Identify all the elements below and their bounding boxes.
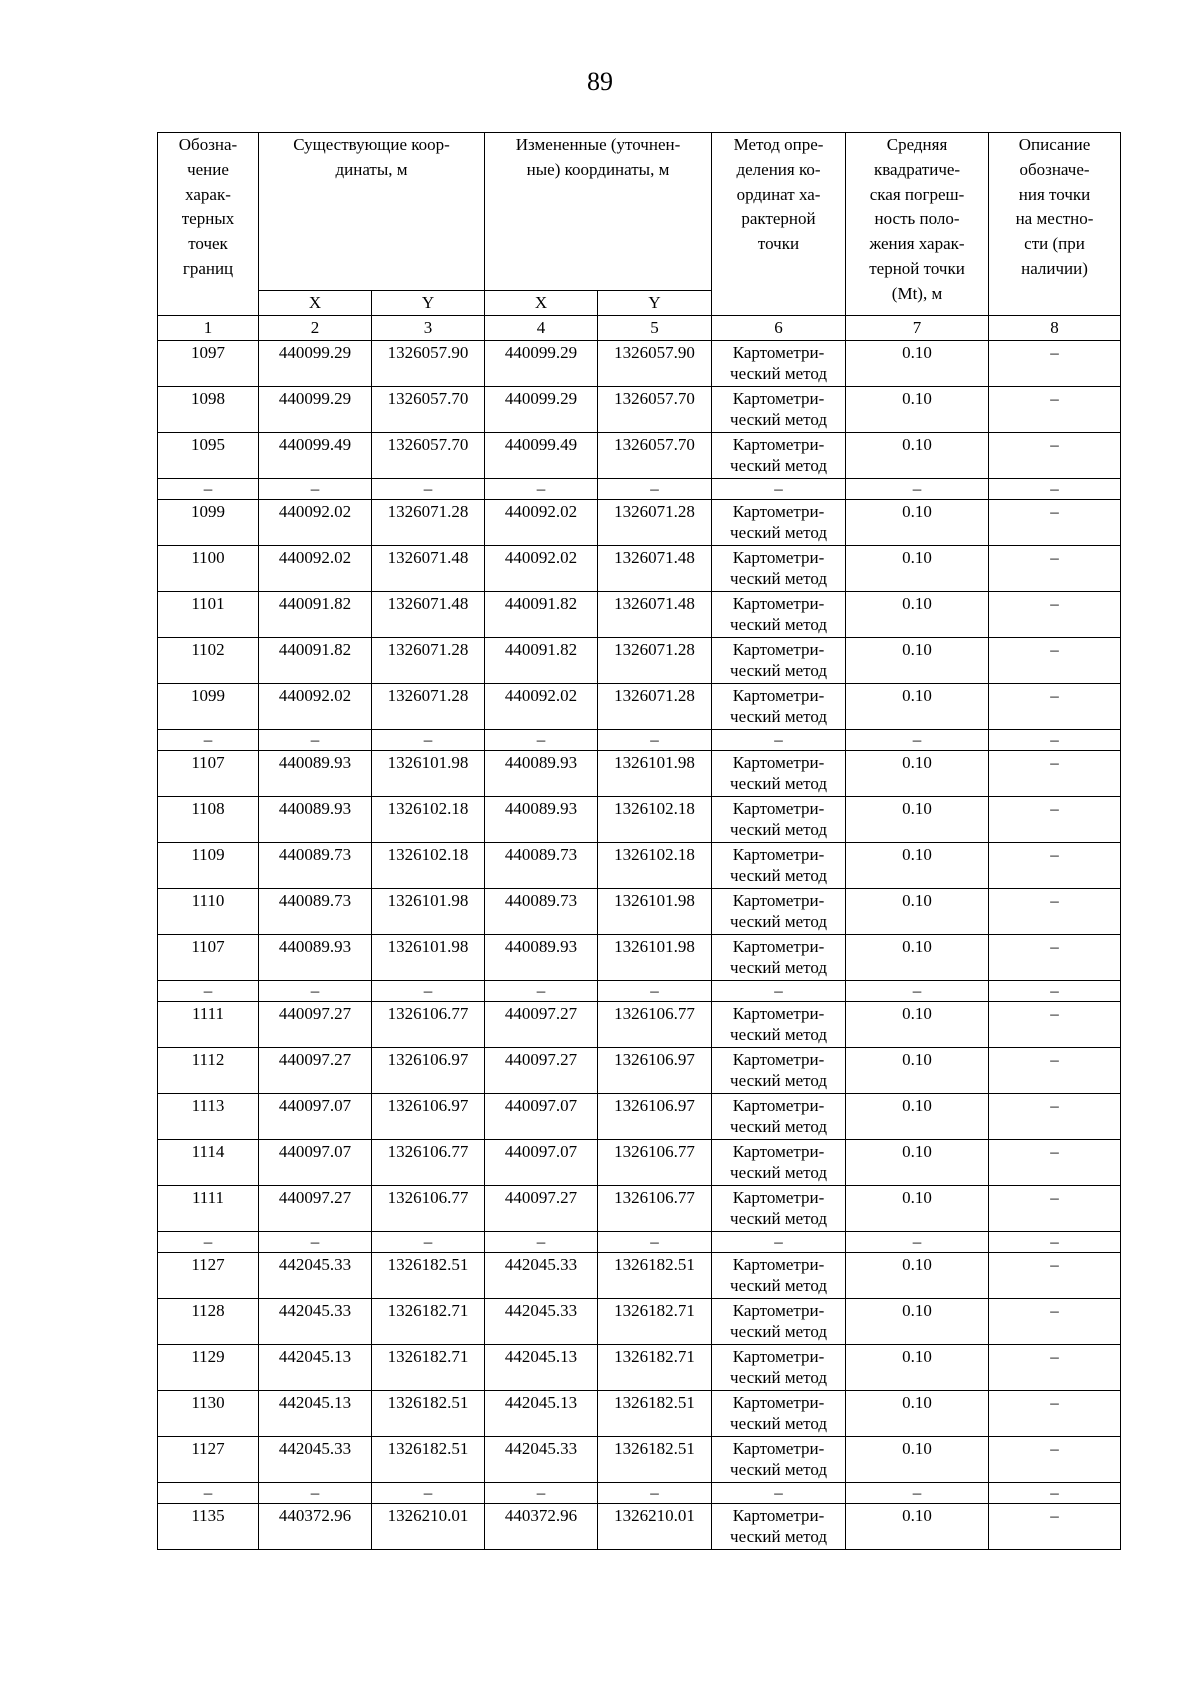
changed-y-cell: 1326071.28 [598, 500, 712, 546]
table-body [158, 341, 1121, 1550]
description-cell: – [989, 935, 1121, 981]
separator-row [158, 1232, 1121, 1253]
separator-row [158, 730, 1121, 751]
changed-y-cell: 1326101.98 [598, 935, 712, 981]
existing-y-cell: 1326182.51 [372, 1253, 485, 1299]
existing-x-cell: 440097.27 [259, 1002, 372, 1048]
column-number: 2 [259, 316, 372, 341]
column-number: 4 [485, 316, 598, 341]
table-row [158, 1002, 1121, 1048]
column-number: 6 [712, 316, 846, 341]
separator-dash-cell: – [846, 479, 989, 500]
mean-square-error-cell: 0.10 [846, 341, 989, 387]
existing-x-cell: 442045.13 [259, 1345, 372, 1391]
changed-x-cell: 440092.02 [485, 684, 598, 730]
separator-dash-cell: – [259, 1232, 372, 1253]
changed-x-cell: 442045.33 [485, 1437, 598, 1483]
point-id-cell: 1114 [158, 1140, 259, 1186]
point-id-cell: 1095 [158, 433, 259, 479]
existing-x-cell: 440091.82 [259, 638, 372, 684]
separator-dash-cell: – [158, 479, 259, 500]
point-id-cell: 1130 [158, 1391, 259, 1437]
method-cell: Картометри- ческий метод [712, 751, 846, 797]
separator-dash-cell: – [846, 1232, 989, 1253]
point-id-cell: 1102 [158, 638, 259, 684]
existing-x-cell: 442045.33 [259, 1299, 372, 1345]
table-row [158, 592, 1121, 638]
existing-y-cell: 1326101.98 [372, 889, 485, 935]
method-cell: Картометри- ческий метод [712, 1391, 846, 1437]
changed-y-cell: 1326057.90 [598, 341, 712, 387]
changed-x-cell: 440099.29 [485, 387, 598, 433]
separator-row [158, 1483, 1121, 1504]
changed-x-cell: 440372.96 [485, 1504, 598, 1550]
separator-row [158, 981, 1121, 1002]
header-changed-y: Y [598, 291, 712, 316]
changed-x-cell: 440097.07 [485, 1140, 598, 1186]
method-cell: Картометри- ческий метод [712, 797, 846, 843]
point-id-cell: 1098 [158, 387, 259, 433]
existing-y-cell: 1326210.01 [372, 1504, 485, 1550]
point-id-cell: 1099 [158, 500, 259, 546]
column-number: 5 [598, 316, 712, 341]
separator-dash-cell: – [259, 981, 372, 1002]
method-cell: Картометри- ческий метод [712, 1437, 846, 1483]
table-row [158, 1094, 1121, 1140]
table-row [158, 500, 1121, 546]
mean-square-error-cell: 0.10 [846, 1504, 989, 1550]
point-id-cell: 1127 [158, 1253, 259, 1299]
changed-y-cell: 1326102.18 [598, 843, 712, 889]
changed-y-cell: 1326071.28 [598, 684, 712, 730]
header-point-designation: Обозна- чение харак- терных точек границ [158, 133, 259, 316]
existing-x-cell: 440089.93 [259, 751, 372, 797]
mean-square-error-cell: 0.10 [846, 797, 989, 843]
changed-x-cell: 442045.13 [485, 1391, 598, 1437]
separator-dash-cell: – [989, 730, 1121, 751]
changed-y-cell: 1326210.01 [598, 1504, 712, 1550]
changed-y-cell: 1326106.77 [598, 1002, 712, 1048]
existing-x-cell: 442045.33 [259, 1437, 372, 1483]
point-id-cell: 1113 [158, 1094, 259, 1140]
existing-x-cell: 440097.27 [259, 1186, 372, 1232]
table-row [158, 1504, 1121, 1550]
separator-dash-cell: – [158, 981, 259, 1002]
table-row [158, 1048, 1121, 1094]
separator-dash-cell: – [598, 1483, 712, 1504]
method-cell: Картометри- ческий метод [712, 387, 846, 433]
header-method: Метод опре- деления ко- ординат ха- рактерной точки [712, 133, 846, 316]
point-id-cell: 1100 [158, 546, 259, 592]
changed-y-cell: 1326182.71 [598, 1345, 712, 1391]
table-row [158, 1391, 1121, 1437]
method-cell: Картометри- ческий метод [712, 638, 846, 684]
separator-dash-cell: – [372, 730, 485, 751]
point-id-cell: 1112 [158, 1048, 259, 1094]
separator-dash-cell: – [846, 981, 989, 1002]
separator-dash-cell: – [259, 730, 372, 751]
mean-square-error-cell: 0.10 [846, 889, 989, 935]
existing-x-cell: 440092.02 [259, 546, 372, 592]
existing-x-cell: 440097.27 [259, 1048, 372, 1094]
separator-dash-cell: – [372, 1232, 485, 1253]
changed-x-cell: 442045.13 [485, 1345, 598, 1391]
point-id-cell: 1101 [158, 592, 259, 638]
table-row [158, 1186, 1121, 1232]
changed-y-cell: 1326101.98 [598, 751, 712, 797]
existing-x-cell: 440099.29 [259, 341, 372, 387]
mean-square-error-cell: 0.10 [846, 1048, 989, 1094]
changed-x-cell: 442045.33 [485, 1253, 598, 1299]
table-row [158, 638, 1121, 684]
separator-dash-cell: – [485, 1483, 598, 1504]
method-cell: Картометри- ческий метод [712, 1140, 846, 1186]
point-id-cell: 1108 [158, 797, 259, 843]
method-cell: Картометри- ческий метод [712, 1253, 846, 1299]
mean-square-error-cell: 0.10 [846, 1299, 989, 1345]
existing-x-cell: 440089.93 [259, 935, 372, 981]
existing-x-cell: 440089.73 [259, 843, 372, 889]
method-cell: Картометри- ческий метод [712, 935, 846, 981]
table-row [158, 751, 1121, 797]
existing-y-cell: 1326102.18 [372, 797, 485, 843]
changed-x-cell: 440089.93 [485, 797, 598, 843]
existing-y-cell: 1326106.77 [372, 1140, 485, 1186]
table-row [158, 797, 1121, 843]
separator-dash-cell: – [712, 479, 846, 500]
method-cell: Картометри- ческий метод [712, 592, 846, 638]
existing-y-cell: 1326182.71 [372, 1299, 485, 1345]
changed-x-cell: 440089.93 [485, 935, 598, 981]
changed-y-cell: 1326071.48 [598, 592, 712, 638]
mean-square-error-cell: 0.10 [846, 935, 989, 981]
method-cell: Картометри- ческий метод [712, 684, 846, 730]
table-row [158, 341, 1121, 387]
mean-square-error-cell: 0.10 [846, 751, 989, 797]
separator-dash-cell: – [259, 1483, 372, 1504]
existing-x-cell: 440097.07 [259, 1140, 372, 1186]
existing-x-cell: 442045.13 [259, 1391, 372, 1437]
mean-square-error-cell: 0.10 [846, 1094, 989, 1140]
method-cell: Картометри- ческий метод [712, 433, 846, 479]
point-id-cell: 1110 [158, 889, 259, 935]
existing-y-cell: 1326106.77 [372, 1002, 485, 1048]
table-row [158, 684, 1121, 730]
mean-square-error-cell: 0.10 [846, 1437, 989, 1483]
point-id-cell: 1107 [158, 751, 259, 797]
changed-y-cell: 1326182.71 [598, 1299, 712, 1345]
changed-x-cell: 440097.27 [485, 1048, 598, 1094]
changed-x-cell: 440092.02 [485, 500, 598, 546]
point-id-cell: 1111 [158, 1186, 259, 1232]
separator-dash-cell: – [259, 479, 372, 500]
description-cell: – [989, 1253, 1121, 1299]
changed-y-cell: 1326182.51 [598, 1253, 712, 1299]
changed-x-cell: 440099.29 [485, 341, 598, 387]
header-existing-y: Y [372, 291, 485, 316]
description-cell: – [989, 1345, 1121, 1391]
separator-dash-cell: – [989, 1483, 1121, 1504]
separator-dash-cell: – [846, 730, 989, 751]
separator-row [158, 479, 1121, 500]
mean-square-error-cell: 0.10 [846, 433, 989, 479]
separator-dash-cell: – [598, 981, 712, 1002]
changed-x-cell: 442045.33 [485, 1299, 598, 1345]
point-id-cell: 1135 [158, 1504, 259, 1550]
header-point-description: Описание обозначе- ния точки на местно- сти (при наличии) [989, 133, 1121, 316]
changed-x-cell: 440097.07 [485, 1094, 598, 1140]
mean-square-error-cell: 0.10 [846, 843, 989, 889]
description-cell: – [989, 889, 1121, 935]
description-cell: – [989, 500, 1121, 546]
description-cell: – [989, 1002, 1121, 1048]
header-mean-square-error: Средняя квадратиче- ская погреш- ность поло- жения харак- терной точки (Mt), м [846, 133, 989, 316]
description-cell: – [989, 1504, 1121, 1550]
existing-x-cell: 440091.82 [259, 592, 372, 638]
description-cell: – [989, 843, 1121, 889]
page-number: 89 [587, 67, 613, 96]
changed-y-cell: 1326057.70 [598, 433, 712, 479]
mean-square-error-cell: 0.10 [846, 1345, 989, 1391]
description-cell: – [989, 1186, 1121, 1232]
separator-dash-cell: – [989, 1232, 1121, 1253]
point-id-cell: 1129 [158, 1345, 259, 1391]
changed-x-cell: 440092.02 [485, 546, 598, 592]
point-id-cell: 1109 [158, 843, 259, 889]
description-cell: – [989, 1048, 1121, 1094]
method-cell: Картометри- ческий метод [712, 546, 846, 592]
separator-dash-cell: – [712, 730, 846, 751]
table-header [158, 133, 1121, 341]
point-id-cell: 1099 [158, 684, 259, 730]
existing-x-cell: 440099.49 [259, 433, 372, 479]
mean-square-error-cell: 0.10 [846, 500, 989, 546]
method-cell: Картометри- ческий метод [712, 1345, 846, 1391]
existing-x-cell: 440089.73 [259, 889, 372, 935]
column-number: 1 [158, 316, 259, 341]
method-cell: Картометри- ческий метод [712, 341, 846, 387]
table-row [158, 843, 1121, 889]
description-cell: – [989, 1140, 1121, 1186]
method-cell: Картометри- ческий метод [712, 500, 846, 546]
existing-y-cell: 1326102.18 [372, 843, 485, 889]
separator-dash-cell: – [989, 479, 1121, 500]
existing-y-cell: 1326071.28 [372, 684, 485, 730]
changed-y-cell: 1326102.18 [598, 797, 712, 843]
table-row [158, 546, 1121, 592]
existing-y-cell: 1326057.90 [372, 341, 485, 387]
existing-y-cell: 1326071.48 [372, 546, 485, 592]
description-cell: – [989, 1437, 1121, 1483]
description-cell: – [989, 1391, 1121, 1437]
changed-y-cell: 1326106.97 [598, 1048, 712, 1094]
changed-x-cell: 440091.82 [485, 638, 598, 684]
changed-y-cell: 1326106.77 [598, 1140, 712, 1186]
coordinates-table [157, 132, 1121, 1550]
separator-dash-cell: – [158, 730, 259, 751]
separator-dash-cell: – [485, 730, 598, 751]
header-changed-x: X [485, 291, 598, 316]
changed-x-cell: 440097.27 [485, 1002, 598, 1048]
table-row [158, 1437, 1121, 1483]
existing-y-cell: 1326106.77 [372, 1186, 485, 1232]
existing-x-cell: 440097.07 [259, 1094, 372, 1140]
existing-y-cell: 1326071.28 [372, 500, 485, 546]
description-cell: – [989, 1299, 1121, 1345]
header-existing-x: X [259, 291, 372, 316]
point-id-cell: 1107 [158, 935, 259, 981]
table-row [158, 889, 1121, 935]
point-id-cell: 1127 [158, 1437, 259, 1483]
method-cell: Картометри- ческий метод [712, 1048, 846, 1094]
header-existing-coordinates: Существующие коор- динаты, м [259, 133, 485, 291]
point-id-cell: 1111 [158, 1002, 259, 1048]
separator-dash-cell: – [485, 1232, 598, 1253]
separator-dash-cell: – [158, 1483, 259, 1504]
existing-y-cell: 1326182.51 [372, 1437, 485, 1483]
description-cell: – [989, 433, 1121, 479]
method-cell: Картометри- ческий метод [712, 843, 846, 889]
mean-square-error-cell: 0.10 [846, 592, 989, 638]
changed-x-cell: 440097.27 [485, 1186, 598, 1232]
separator-dash-cell: – [598, 479, 712, 500]
column-number: 3 [372, 316, 485, 341]
method-cell: Картометри- ческий метод [712, 1002, 846, 1048]
changed-y-cell: 1326182.51 [598, 1391, 712, 1437]
existing-y-cell: 1326057.70 [372, 387, 485, 433]
changed-y-cell: 1326106.77 [598, 1186, 712, 1232]
existing-y-cell: 1326071.28 [372, 638, 485, 684]
existing-x-cell: 440089.93 [259, 797, 372, 843]
separator-dash-cell: – [712, 1483, 846, 1504]
existing-y-cell: 1326182.71 [372, 1345, 485, 1391]
description-cell: – [989, 638, 1121, 684]
changed-x-cell: 440099.49 [485, 433, 598, 479]
existing-y-cell: 1326057.70 [372, 433, 485, 479]
changed-x-cell: 440089.73 [485, 843, 598, 889]
mean-square-error-cell: 0.10 [846, 684, 989, 730]
existing-x-cell: 440099.29 [259, 387, 372, 433]
separator-dash-cell: – [712, 981, 846, 1002]
changed-x-cell: 440091.82 [485, 592, 598, 638]
changed-y-cell: 1326106.97 [598, 1094, 712, 1140]
existing-y-cell: 1326101.98 [372, 935, 485, 981]
separator-dash-cell: – [372, 981, 485, 1002]
column-number: 7 [846, 316, 989, 341]
separator-dash-cell: – [372, 479, 485, 500]
existing-x-cell: 442045.33 [259, 1253, 372, 1299]
existing-x-cell: 440372.96 [259, 1504, 372, 1550]
method-cell: Картометри- ческий метод [712, 889, 846, 935]
method-cell: Картометри- ческий метод [712, 1094, 846, 1140]
existing-x-cell: 440092.02 [259, 500, 372, 546]
mean-square-error-cell: 0.10 [846, 1253, 989, 1299]
mean-square-error-cell: 0.10 [846, 546, 989, 592]
changed-y-cell: 1326071.48 [598, 546, 712, 592]
column-number: 8 [989, 316, 1121, 341]
table-row [158, 387, 1121, 433]
separator-dash-cell: – [598, 1232, 712, 1253]
changed-y-cell: 1326071.28 [598, 638, 712, 684]
description-cell: – [989, 751, 1121, 797]
separator-dash-cell: – [598, 730, 712, 751]
changed-x-cell: 440089.93 [485, 751, 598, 797]
description-cell: – [989, 341, 1121, 387]
separator-dash-cell: – [712, 1232, 846, 1253]
separator-dash-cell: – [485, 981, 598, 1002]
header-changed-coordinates: Измененные (уточнен- ные) координаты, м [485, 133, 712, 291]
separator-dash-cell: – [485, 479, 598, 500]
changed-y-cell: 1326101.98 [598, 889, 712, 935]
table-row [158, 1253, 1121, 1299]
existing-y-cell: 1326106.97 [372, 1048, 485, 1094]
table-row [158, 433, 1121, 479]
description-cell: – [989, 546, 1121, 592]
separator-dash-cell: – [372, 1483, 485, 1504]
table-row [158, 1345, 1121, 1391]
description-cell: – [989, 797, 1121, 843]
table-row [158, 1140, 1121, 1186]
table-row [158, 935, 1121, 981]
existing-y-cell: 1326101.98 [372, 751, 485, 797]
existing-y-cell: 1326182.51 [372, 1391, 485, 1437]
table-row [158, 1299, 1121, 1345]
description-cell: – [989, 1094, 1121, 1140]
method-cell: Картометри- ческий метод [712, 1186, 846, 1232]
mean-square-error-cell: 0.10 [846, 638, 989, 684]
description-cell: – [989, 387, 1121, 433]
mean-square-error-cell: 0.10 [846, 1391, 989, 1437]
existing-y-cell: 1326071.48 [372, 592, 485, 638]
changed-x-cell: 440089.73 [485, 889, 598, 935]
existing-y-cell: 1326106.97 [372, 1094, 485, 1140]
method-cell: Картометри- ческий метод [712, 1299, 846, 1345]
point-id-cell: 1128 [158, 1299, 259, 1345]
mean-square-error-cell: 0.10 [846, 1002, 989, 1048]
method-cell: Картометри- ческий метод [712, 1504, 846, 1550]
separator-dash-cell: – [846, 1483, 989, 1504]
mean-square-error-cell: 0.10 [846, 387, 989, 433]
description-cell: – [989, 592, 1121, 638]
point-id-cell: 1097 [158, 341, 259, 387]
existing-x-cell: 440092.02 [259, 684, 372, 730]
mean-square-error-cell: 0.10 [846, 1140, 989, 1186]
description-cell: – [989, 684, 1121, 730]
changed-y-cell: 1326182.51 [598, 1437, 712, 1483]
separator-dash-cell: – [989, 981, 1121, 1002]
mean-square-error-cell: 0.10 [846, 1186, 989, 1232]
changed-y-cell: 1326057.70 [598, 387, 712, 433]
separator-dash-cell: – [158, 1232, 259, 1253]
